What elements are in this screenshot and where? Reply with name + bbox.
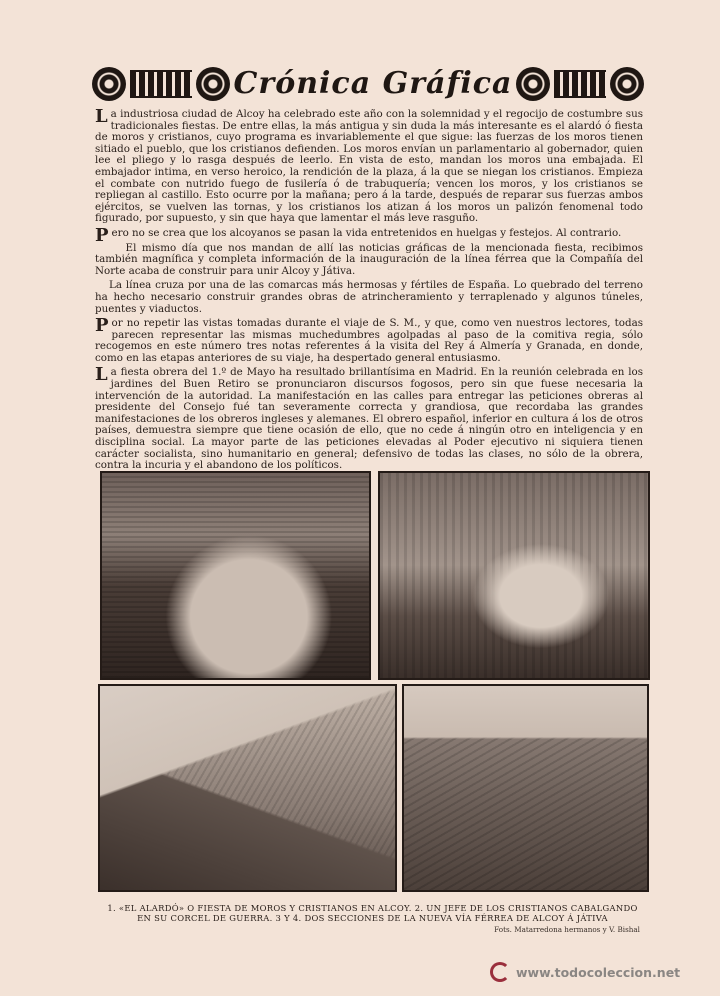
article-paragraph	[95, 224, 643, 246]
todocoleccion-logo-icon	[490, 962, 510, 982]
rosette-ornament-inner-left	[196, 67, 230, 101]
photo-credit: Fots. Matarredona hermanos y V. Bishal	[494, 925, 640, 934]
rosette-ornament-inner-right	[516, 67, 550, 101]
drop-cap: L	[95, 106, 108, 127]
article-paragraph	[95, 315, 643, 364]
paragraph-text: El mismo día que nos mandan de allí las noticias gráficas de la mencionada fiesta, recibimos también magnífica y completa información de la inauguración de la línea férrea que la Compañía del Norte acaba de construir para unir Alcoy y Játiva.	[95, 241, 643, 277]
paragraph-text: La línea cruza por una de las comarcas más hermosas y fértiles de España. Lo quebrado del terreno ha hecho necesario construir grandes obras de atrincheramiento y terraplenado y algunos túneles, puentes y viaductos.	[95, 279, 643, 315]
article-paragraph	[95, 364, 643, 472]
drop-cap: P	[95, 224, 109, 246]
bar-ornament-right	[554, 70, 606, 98]
drop-cap: L	[95, 364, 108, 386]
photo-caption: 1. «EL ALARDÓ» O FIESTA DE MOROS Y CRISTIANOS EN ALCOY. 2. UN JEFE DE LOS CRISTIANOS CABALGANDO EN SU CORCEL DE GUERRA. 3 Y 4. DOS SECCIONES DE LA NUEVA VÍA FÉRREA DE ALCOY Á JÁTIVA	[107, 903, 638, 924]
watermark	[490, 960, 680, 984]
photo-alardo-crowd	[100, 471, 371, 680]
masthead-title: Crónica Gráfica	[233, 66, 513, 101]
paragraph-text: a fiesta obrera del 1.º de Mayo ha resultado brillantísima en Madrid. En la reunión celebrada en los jardines del Buen Retiro se pronunciaron discursos fogosos, pero sin que fuese necesaria la intervención de la autoridad. La manifestación en las calles para entregar las peticiones obreras al presidente del Consejo fué tan severamente correcta y grandiosa, que recordaba las grandes manifestaciones de los obreros ingleses y alemanes. El obrero español, inferior en cultura á los de otros países, demuestra siempre que tiene ocasión de ello, que no cede á ningún otro en inteligencia y en disciplina social. La mayor parte de las peticiones elevadas al Poder ejecutivo ni siquiera tienen carácter socialista, sino humanitario en general; defensivo de todas las clases, no sólo de la obrera, contra la incuria y el abandono de los políticos.	[95, 366, 643, 472]
rosette-ornament-left	[92, 67, 126, 101]
article-body	[95, 106, 643, 475]
masthead	[92, 64, 644, 104]
photo-railway-section-2	[402, 684, 649, 892]
article-paragraph	[95, 280, 643, 315]
article-paragraph	[95, 106, 643, 225]
paragraph-text: ero no se crea que los alcoyanos se pasan la vida entretenidos en huelgas y festejos. Al contrario.	[111, 226, 622, 239]
photo-christian-chief-on-horse	[378, 471, 650, 680]
paragraph-text: or no repetir las vistas tomadas durante el viaje de S. M., y que, como ven nuestros lectores, todas parecen representar las mismas muchedumbres agolpadas al paso de la comitiva regia, sólo recogemos en este número tres notas referentes á la visita del Rey á Almería y Granada, en donde, como en las etapas anteriores de su viaje, ha despertado general entusiasmo.	[95, 317, 643, 364]
watermark-text: www.todocoleccion.net	[516, 964, 681, 980]
rosette-ornament-right	[610, 67, 644, 101]
photo-railway-section-1	[98, 684, 397, 892]
drop-cap: P	[95, 315, 109, 337]
paragraph-text: a industriosa ciudad de Alcoy ha celebrado este año con la solemnidad y el regocijo de costumbre sus tradicionales fiestas. De entre ellas, la más antigua y sin duda la más interesante es el alardó ó fiesta de moros y cristianos, cuyo programa es invariablemente el que sigue: las fuerzas de los moros tienen sitiado el pueblo, que los cristianos defienden. Los moros envían un parlamentario al gobernador, quien lee el pliego y lo rasga después de leerlo. En vista de esto, mandan los moros una embajada. El embajador intima, en verso heroico, la rendición de la plaza, á la que se niegan los cristianos. Empieza el combate con nutrido fuego de fusilería ó de trabuquería; vencen los moros, y los cristianos se repliegan al castillo. Esto ocurre por la mañana; pero á la tarde, después de reparar sus fuerzas ambos ejércitos, se vuelven las tornas, y los cristianos los atizan á los moros un palizón fenomenal todo figurado, por supuesto, y sin que haya que lamentar el más leve rasguño.	[95, 108, 643, 225]
bar-ornament-left	[130, 70, 192, 98]
article-paragraph	[95, 243, 643, 278]
